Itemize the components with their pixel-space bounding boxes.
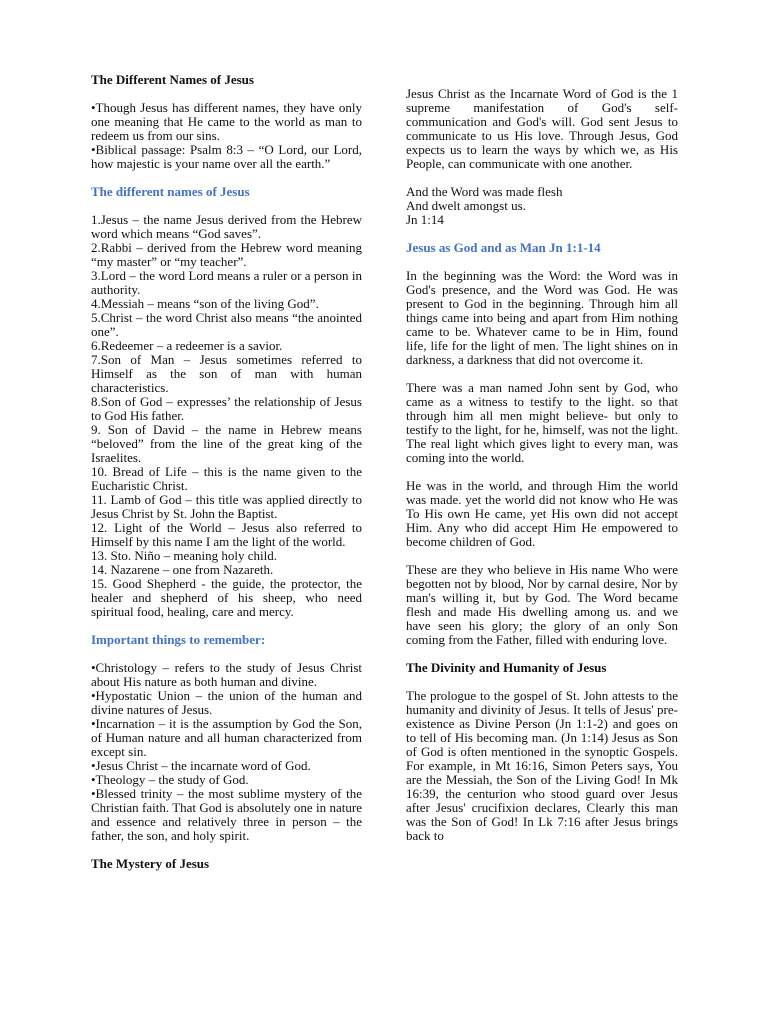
verse-block — [406, 185, 678, 227]
list-item: 2.Rabbi – derived from the Hebrew word meaning “my master” or “my teacher”. — [91, 240, 362, 269]
list-item: •Hypostatic Union – the union of the human and divine natures of Jesus. — [91, 688, 362, 717]
list-item: 15. Good Shepherd - the guide, the protector, the healer and shepherd of his sheep, who need spiritual food, healing, care and mercy. — [91, 576, 362, 619]
divinity-paragraph: The prologue to the gospel of St. John attests to the humanity and divinity of Jesus. It tells of Jesus' pre-existence as Divine Person (Jn 1:1-2) and goes on to tell of His becoming man. (Jn 1:14) Jesus as Son of God is often mentioned in the synoptic Gospels. For example, in Mt 16:16, Simon Peters says, You are the Messiah, the Son of the Living God! In Mk 16:39, the centurion who stood guard over Jesus after Jesus' crucifixion declares, Clearly this man was the Son of God! In Lk 7:16 after Jesus brings back to — [406, 688, 678, 843]
verse-line: And dwelt amongst us. — [406, 198, 526, 213]
list-item: 8.Son of God – expresses’ the relationship of Jesus to God His father. — [91, 394, 362, 423]
list-item: 11. Lamb of God – this title was applied directly to Jesus Christ by St. John the Baptist. — [91, 492, 362, 521]
list-item: 12. Light of the World – Jesus also referred to Himself by this name I am the light of the world. — [91, 520, 362, 549]
list-item: 9. Son of David – the name in Hebrew means “beloved” from the line of the great king of the Israelites. — [91, 422, 362, 465]
list-item: 1.Jesus – the name Jesus derived from the Hebrew word which means “God saves”. — [91, 212, 362, 241]
list-item: •Christology – refers to the study of Jesus Christ about His nature as both human and divine. — [91, 660, 362, 689]
intro-section — [91, 101, 362, 171]
list-item: 10. Bread of Life – this is the name given to the Eucharistic Christ. — [91, 464, 362, 493]
page-title: The Different Names of Jesus — [91, 72, 254, 87]
verse-line: And the Word was made flesh — [406, 184, 563, 199]
list-item: 3.Lord – the word Lord means a ruler or a person in authority. — [91, 268, 362, 297]
list-item: •Incarnation – it is the assumption by God the Son, of Human nature and all human characterized from except sin. — [91, 716, 362, 759]
section-heading-mystery: The Mystery of Jesus — [91, 856, 210, 871]
list-item: 6.Redeemer – a redeemer is a savior. — [91, 338, 283, 353]
john-paragraph: He was in the world, and through Him the world was made. yet the world did not know who He was To His own He came, yet His own did not accept Him. Any who did accept Him He empowered to become children of God. — [406, 478, 678, 549]
list-item: •Theology – the study of God. — [91, 772, 249, 787]
list-item: 13. Sto. Niño – meaning holy child. — [91, 548, 277, 563]
list-item: 4.Messiah – means “son of the living God”. — [91, 296, 319, 311]
remember-list — [91, 661, 362, 843]
section-heading-divinity: The Divinity and Humanity of Jesus — [406, 660, 607, 675]
list-item: 5.Christ – the word Christ also means “the anointed one”. — [91, 310, 362, 339]
incarnate-paragraph: Jesus Christ as the Incarnate Word of God is the 1 supreme manifestation of God's self-communication and God's will. God sent Jesus to communicate to us His love. Through Jesus, God expects us to learn the ways by which we, as His People, can communicate with one another. — [406, 86, 678, 171]
left-column — [91, 73, 362, 885]
section-heading-god-man: Jesus as God and as Man Jn 1:1-14 — [406, 240, 601, 255]
list-item: 14. Nazarene – one from Nazareth. — [91, 562, 274, 577]
section-heading-names: The different names of Jesus — [91, 184, 250, 199]
intro-bullet: •Though Jesus has different names, they have only one meaning that He came to the world as man to redeem us from our sins. — [91, 100, 362, 143]
list-item: •Blessed trinity – the most sublime mystery of the Christian faith. That God is absolutely one in nature and essence and relatively three in person – the father, the son, and holy spirit. — [91, 786, 362, 843]
john-paragraph: There was a man named John sent by God, who came as a witness to testify to the light. so that through him all men might believe- but only to testify to the light, for he, himself, was not the light. The real light which gives light to every man, was coming into the world. — [406, 380, 678, 465]
intro-bullet: •Biblical passage: Psalm 8:3 – “O Lord, our Lord, how majestic is your name over all the earth.” — [91, 142, 362, 171]
section-heading-remember: Important things to remember: — [91, 632, 266, 647]
verse-reference: Jn 1:14 — [406, 212, 444, 227]
list-item: 7.Son of Man – Jesus sometimes referred to Himself as the son of man with human characteristics. — [91, 352, 362, 395]
list-item: •Jesus Christ – the incarnate word of God. — [91, 758, 311, 773]
john-paragraph: In the beginning was the Word: the Word was in God's presence, and the Word was God. He was present to God in the beginning. Through him all things came into being and apart from Him nothing came to be. Whatever came to be in Him, found life, life for the light of men. The light shines on in darkness, a darkness that did not overcome it. — [406, 268, 678, 367]
right-column — [406, 87, 678, 857]
names-list — [91, 213, 362, 619]
john-paragraph: These are they who believe in His name Who were begotten not by blood, Nor by carnal desire, Nor by man's willing it, but by God. The Word became flesh and made His dwelling among us. and we have seen his glory; the glory of an only Son coming from the Father, filled with enduring love. — [406, 562, 678, 647]
